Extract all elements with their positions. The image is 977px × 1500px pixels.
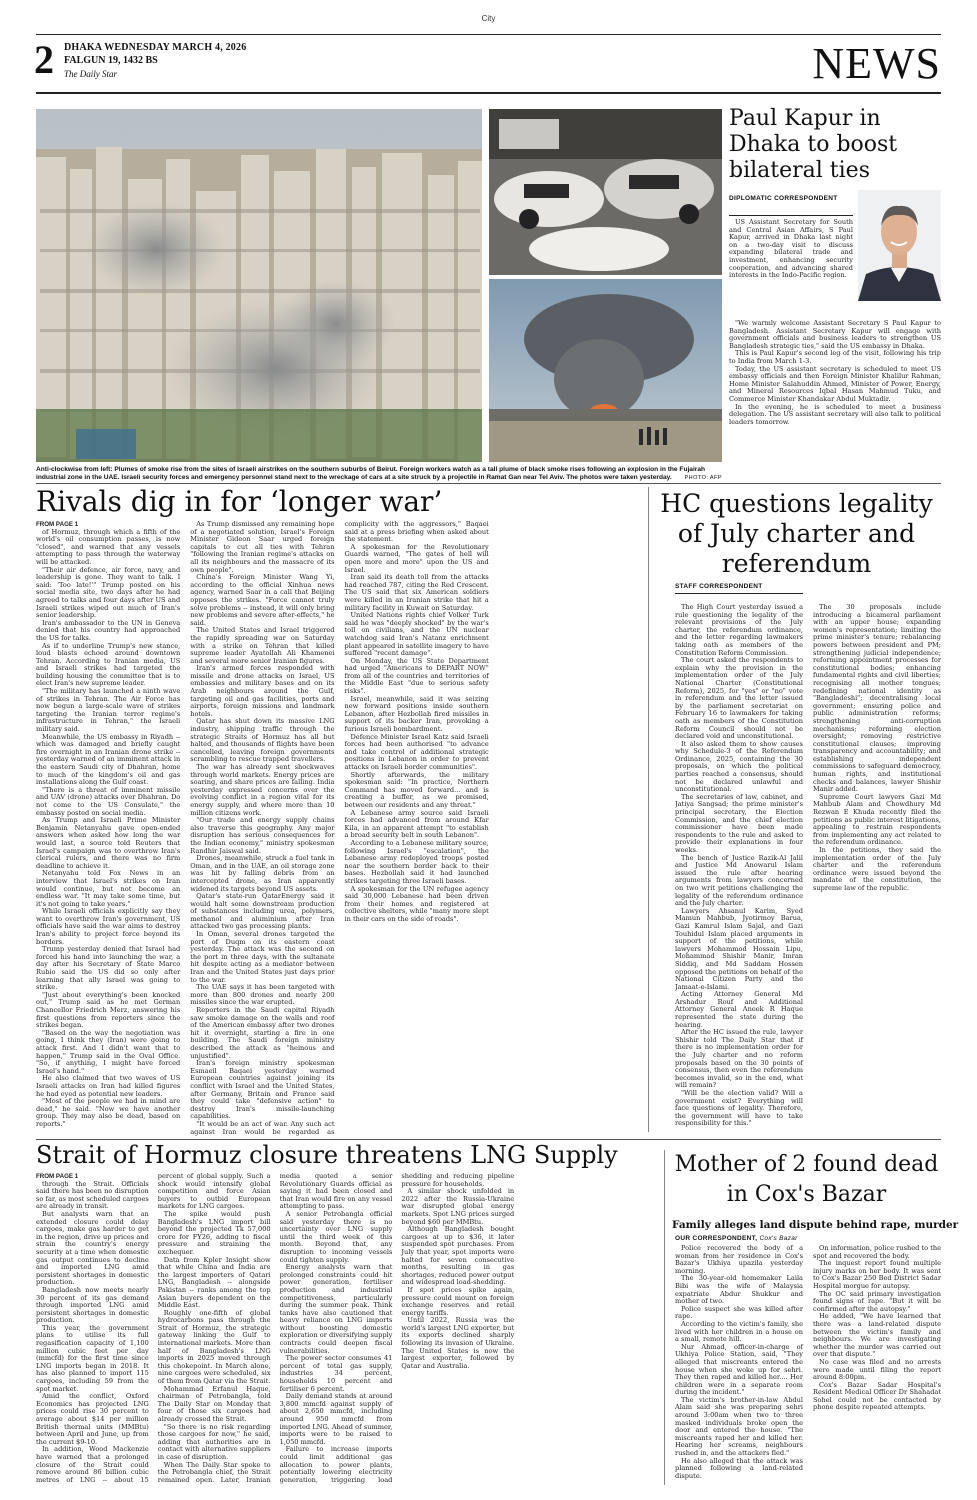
- coxs-paragraph: The OC said primary investigation found signs of rape. "But it will be confirmed after the autopsy.": [813, 1289, 941, 1313]
- kapur-body: [729, 320, 941, 470]
- rivals-paragraph: As if to underline Trump's new stance, loud blasts echoed around downtown Tehran. According to Iranian media, US and Israeli strikes had targeted the building housing the committee that is to elect Iran's new supreme leader.: [36, 641, 181, 688]
- kapur-paragraph: "We warmly welcome Assistant Secretary S Paul Kapur to Bangladesh. Assistant Secretary Kapur will engage with government officials and business leaders to strengthen US Bangladesh strategic ties," said the US embassy in Dhaka.: [729, 320, 941, 350]
- rivals-paragraph: Iran said its death toll from the attacks had reached 787, citing the Red Crescent. The US said that six American soldiers were killed in an Iranian strike that hit a military facility in Kuwait on Saturday.: [344, 573, 489, 612]
- hormuz-paragraph: Daily demand stands at around 3,800 mmcfd against supply of about 2,650 mmcfd, including around 950 mmcfd from imported LNG. Ahead of summer, imports were to be raised to 1,050 mmcfd.: [279, 1392, 393, 1446]
- coxs-paragraph: The victim's brother-in-law Abdul Alam said she was preparing sehri around 3:00am when two to three masked individuals broke open the door and entered the house. "The miscreants raped her and killed her. Hearing her screams, neighbours rushed in, and the attackers fled.": [675, 1395, 803, 1458]
- hc-paragraph: The High Court yesterday issued a rule questioning the legality of the relevant provisions of the July charter, the referendum ordinance, and the letter regarding lawmakers taking oath as members of the Constitution Reform Commission.: [675, 604, 803, 657]
- page-number: 2: [34, 37, 54, 82]
- coxs-paragraph: The 30-year-old homemaker Laila Bibi was the wife of Malaysia expatriate Abdur Shukkur and mother of two.: [675, 1274, 803, 1306]
- rivals-paragraph: "The military has launched a ninth wave of strikes in Tehran. The Air Force has now begun a large-scale wave of strikes targeting the Iranian terror regime's infrastructure in Tehran," the Israeli military said.: [36, 687, 181, 734]
- kapur-paragraph: This is Paul Kapur's second leg of the visit, following his trip to India from March 1-3.: [729, 349, 941, 365]
- rivals-paragraph: "It would be an act of war. Any such act against Iran would be regarded as complicity with the aggressors," Baqaei said at a press briefing when asked about the statement.: [190, 521, 489, 1136]
- hormuz-paragraph: A similar shock unfolded in 2022 after the Russia-Ukraine war disrupted global energy markets. Spot LNG prices surged beyond $60 per MMBtu.: [401, 1187, 515, 1226]
- rivals-paragraph: As Trump and Israeli Prime Minister Benjamin Netanyahu gave open-ended answers when asked how long the war would last, a source told Reuters that Israel's campaign was to overthrow Iran's clerical rulers, and there was no firm deadline to achieve it.: [36, 816, 181, 870]
- rivals-paragraph: According to a Lebanese military source, following Israel's "escalation", the Lebanese army redeployed troops posted near the southern border back to their bases. Hezbollah said it had launched strikes targeting three Israeli bases.: [344, 838, 489, 885]
- kapur-portrait: [858, 190, 941, 301]
- caption-text: Anti-clockwise from left: Plumes of smoke rise from the sites of Israeli airstrikes on the southern suburbs of Beirut. Foreign workers watch as a tall plume of black smoke rises following an explosion in the Fujairah industrial zone in the UAE. Israeli security forces and emergency personnel stand next to the wreckage of cars at a site struck by a projectile in Ramat Gan near Tel Aviv. The photos were taken yesterday.: [36, 466, 706, 482]
- coxs-paragraph: Nur Ahmad, officer-in-charge of Ukhiya Police Station, said, "They alleged that miscreants entered the house when she woke up for sehri. They then raped and killed her.... Her children were in a separate room during the incident.": [675, 1342, 803, 1397]
- rivals-paragraph: Trump yesterday denied that Israel had forced his hand into launching the war, a day after his Secretary of State Marco Rubio said the US did so only after learning that ally Israel was going to strike.: [36, 945, 181, 992]
- hormuz-paragraph: Until 2022, Russia was the world's largest LNG exporter, but its exports declined sharply following its invasion of Ukraine. The United States is now the largest exporter, followed by Qatar and Australia.: [401, 1316, 515, 1370]
- rivals-paragraph: "There is a threat of imminent missile and UAV (drone) attacks over Dhahran. Do not come to the US Consulate," the embassy posted on social media.: [36, 785, 181, 817]
- hc-paragraph: Lawyers Ahsanul Karim, Syed Mamun Mahbub, Jyotirmoy Barua, Gazi Kamrul Islam Sajal, and Gazi Touhidul Islam placed arguments in support of the petitions, while lawyers Mohammod Hossain Lipu, Mohammad Shishir Manir, Imran Siddiq, and Md Saddam Hossen opposed the petitions on behalf of the National Citizen Party and the Jamaat-e-Islami.: [675, 906, 803, 991]
- paper-name: The Daily Star: [64, 69, 117, 79]
- rivals-body: [36, 521, 643, 1137]
- cars-photo: [489, 109, 722, 275]
- rivals-paragraph: A spokesman for the Revolutionary Guards warned, "The gates of hell will open more and more" upon the US and Israel.: [344, 542, 489, 574]
- hormuz-paragraph: through the Strait. Officials said there has been no disruption so far, as most scheduled cargoes are already in transit.: [36, 1179, 149, 1211]
- section-title: NEWS: [812, 39, 941, 88]
- cars-image: [489, 109, 722, 275]
- coxs-paragraph: No case was filed and no arrests were made until filing the report around 8:00pm.: [813, 1357, 941, 1382]
- rivals-paragraph: Defence Minister Israel Katz said Israeli forces had been authorised "to advance and take control of additional strategic positions in Lebanon in order to prevent attacks on Israeli border communities".: [344, 732, 489, 771]
- hormuz-paragraph: This year, the government plans to utilise its full regasification capacity of 1,100 million cubic feet per day (mmcfd) for the first time since LNG imports began in 2018. It has also planned to import 115 cargoes, including 59 from the spot market.: [36, 1323, 149, 1393]
- rivals-paragraph: China's Foreign Minister Wang Yi, according to the official Xinhua news agency, warned Saar in a call that Beijing opposes the strikes. "Force cannot truly solve problems -- instead, it will only bring new problems and severe after-effects," he said.: [190, 573, 335, 627]
- rivals-paragraph: A spokesman for the UN refugee agency said 30,000 Lebanese had been driven from their homes and registered at collective shelters, while "many more slept in their cars on the side of roads".: [344, 884, 489, 923]
- rivals-paragraph: Qatar's state-run QatarEnergy said it would halt some downstream production of substances including urea, polymers, methanol and aluminium after Iran attacked two gas processing plants.: [190, 892, 335, 931]
- rivals-headline: Rivals dig in for ‘longer war’: [36, 485, 443, 518]
- rivals-paragraph: The war has already sent shockwaves through world markets. Energy prices are soaring, and share prices are falling. India yesterday expressed concerns over the evolving conflict in a region vital for its energy supply, and where more than 10 million citizens work.: [190, 763, 335, 817]
- coxs-byline-place: Cox's Bazar: [759, 1235, 798, 1242]
- hormuz-paragraph: In addition, Wood Mackenzie have warned that a prolonged closure of the Strait could remove around 86 billion cubic metres of LNG -- about 15 percent of global supply. Such a shock would intensify global competition and force Asian buyers to outbid European markets for LNG cargoes.: [36, 1173, 271, 1484]
- hc-paragraph: Acting Attorney General Md Arshadur Rouf and Additional Attorney General Aneek R Haque represented the state during the hearing.: [675, 990, 803, 1029]
- hc-paragraph: Supreme Court lawyers Gazi Md Mahbub Alam and Chowdhury Md Rezwan E Khuda recently filed the petitions as public interest litigations, appealing to restrain respondents from implementing any act related to the referendum ordinance.: [813, 792, 941, 847]
- coxs-headline: Mother of 2 found dead in Cox's Bazar: [674, 1152, 939, 1207]
- masthead-bottom-rule: [36, 92, 941, 94]
- hormuz-paragraph: When The Daily Star spoke to the Petrobangla chief, the Strait remained open. Later, Iranian media quoted a senior Revolutionary Guards official as saying it had been closed and that Iran would fire on any vessel attempting to pass.: [157, 1173, 393, 1484]
- rivals-paragraph: While Israeli officials explicitly say they want to overthrow Iran's government, US officials have said the war aims to destroy Iran's ability to project force beyond its borders.: [36, 907, 181, 946]
- hormuz-from-page: FROM PAGE 1: [36, 1173, 79, 1180]
- rivals-paragraph: A Lebanese army source said Israeli forces had advanced from around Kfar Kila, in an apparent attempt "to establish a broad security belt in south Lebanon".: [344, 808, 489, 840]
- hormuz-paragraph: Data from Kpler Insight show that while China and India are the largest importers of Qatari LNG, Bangladesh -- alongside Pakistan -- ranks among the top Asian buyers dependent on the Middle East.: [157, 1255, 271, 1310]
- kapur-byline-rule: [729, 215, 853, 216]
- rivals-paragraph: In Oman, several drones targeted the port of Duqm on its eastern coast yesterday. The attack was the second on the port in three days, with the sultanate hit despite acting as a mediator between Iran and the United States just days prior to the war.: [190, 930, 335, 984]
- beirut-photo: [36, 109, 482, 462]
- rivals-paragraph: Qatar has shut down its massive LNG industry, shipping traffic through the strategic Straits of Hormuz has all but halted, and thousands of flights have been cancelled, leaving foreign governments scrambling to rescue trapped travellers.: [190, 717, 335, 764]
- coxs-subheadline: Family alleges land dispute behind rape, murder: [672, 1219, 959, 1231]
- hormuz-paragraph: Amid the conflict, Oxford Economics has projected LNG prices could rise 30 percent to average about $14 per million British thermal units (MMBtu) between April and June, up from the current $9-10.: [36, 1392, 149, 1446]
- rivals-paragraph: He also claimed that two waves of US Israeli attacks on Iran had killed figures he had eyed as potential new leaders.: [36, 1074, 181, 1098]
- fujairah-photo: [489, 279, 722, 462]
- hormuz-paragraph: The spike would push Bangladesh's LNG import bill beyond the projected Tk 57,000 crore for FY26, adding to fiscal pressure and straining the exchequer.: [157, 1209, 271, 1256]
- hc-byline: STAFF CORRESPONDENT: [675, 583, 763, 590]
- hormuz-paragraph: Mohammad Erfanul Haque, chairman of Petrobangla, told The Daily Star on Monday that four of those six cargoes had already crossed the Strait.: [157, 1384, 271, 1423]
- rivals-paragraph: Reporters in the Saudi capital Riyadh saw smoke damage on the walls and roof of the American embassy after two drones hit it overnight, starting a fire in one building. The Saudi foreign ministry described the attack as "heinous and unjustified".: [190, 1006, 335, 1060]
- hc-headline: HC questions legality of July charter and referendum: [660, 489, 933, 578]
- hc-paragraph: In the petitions, they said the implementation order of the July charter and the referendum ordinance were issued beyond the mandate of the constitution, the supreme law of the republic.: [813, 846, 941, 892]
- rivals-paragraph: Meanwhile, the US embassy in Riyadh -- which was damaged and briefly caught fire overnight in an Iranian drone strike -- yesterday warned of an imminent attack in the eastern Saudi city of Dhahran, home to much of the kingdom's oil and gas installations along the Gulf coast.: [36, 732, 181, 787]
- masthead-top-rule: [36, 34, 941, 35]
- rivals-paragraph: "Based on the way the negotiation was going, I think they (Iran) were going to attack first. And I didn't want that to happen," Trump said in the Oval Office. "So, if anything, I might have forced Israel's hand.": [36, 1028, 181, 1075]
- hormuz-paragraph: Roughly one-fifth of global hydrocarbons pass through the Strait of Hormuz, the strategic gateway linking the Gulf to international markets. More than half of Bangladesh's LNG imports in 2025 moved through this chokepoint. In March alone, nine cargoes were scheduled, six of them from Qatar via the Strait.: [157, 1308, 271, 1386]
- hc-paragraph: The 30 proposals include introducing a bicameral parliament with an upper house; expanding women's representation; limiting the prime minister's tenure; rebalancing powers between president and PM; strengthening judicial independence; reforming appointment processes for constitutional bodies; enhancing fundamental rights and civil liberties; recognising all mother tongues; redefining national identity as "Bangladeshi"; decentralising local government; ensuring police and public administration reforms; strengthening anti-corruption mechanisms; reforming election oversight; removing restrictive constitutional clauses; improving transparency and accountability; and establishing independent commissions to safeguard democracy, human rights, and institutional checks and balances, lawyer Shishir Manir added.: [813, 604, 941, 794]
- hormuz-paragraph: But analysts warn that an extended closure could delay cargoes, make gas harder to get in the region, drive up prices and strain the country's energy security at a time when domestic gas output continues to decline and imported LNG amid persistent shortages in domestic production.: [36, 1209, 149, 1287]
- rivals-paragraph: Shortly afterwards, the military spokesman said: "In practice, Northern Command has moved forward... and is creating a buffer, as we promised, between our residents and any threat.": [344, 770, 489, 809]
- rivals-paragraph: As Trump dismissed any remaining hope of a negotiated solution, Israel's Foreign Minister Gideon Saar urged foreign capitals to cut all ties with Tehran "following the Iranian regime's attacks on all its neighbours and the massacre of its own people".: [190, 521, 335, 574]
- section-tag: City: [481, 14, 496, 23]
- coxs-paragraph: He also alleged that the attack was planned following a land-related dispute.: [675, 1456, 803, 1480]
- hc-paragraph: After the HC issued the rule, lawyer Shishir told The Daily Star that if there is no implementation order for the July charter and no reform proposals based on the 30 points of consensus, then even the referendum becomes invalid, so in the end, what will remain?: [675, 1028, 803, 1090]
- hormuz-paragraph: A senior Petrobangla official said yesterday there is no uncertainty over LNG supply until the third week of this month. Beyond that, any disruption to incoming vessels could tighten supply.: [279, 1209, 393, 1264]
- photo-credit: PHOTO: AFP: [684, 475, 722, 482]
- rivals-paragraph: Netanyahu told Fox News in an interview that Israel's strikes on Iran would continue, but not become an endless war. "It may take some time, but it's not going to take years.": [36, 869, 181, 908]
- hormuz-paragraph: "So there is no risk regarding those cargoes for now," he said, adding that authorities are in contact with alternative suppliers in case of disruption.: [157, 1422, 271, 1461]
- rivals-paragraph: Drones, meanwhile, struck a fuel tank in Oman, and in the UAE, an oil storage zone was hit by falling debris from an intercepted drone, as Iran apparently widened its targets beyond US assets.: [190, 854, 335, 893]
- kapur-byline: DIPLOMATIC CORRESPONDENT: [729, 195, 838, 202]
- coxs-paragraph: He added, "We have learned that there was a land-related dispute between the victim's family and neighbours. We are investigating whether the murder was carried out over that dispute.": [813, 1312, 941, 1359]
- hormuz-paragraph: Bangladesh now meets nearly 30 percent of its gas demand through imported LNG amid persistent shortages in domestic production.: [36, 1285, 149, 1325]
- beirut-image: [36, 109, 482, 462]
- coxs-paragraph: The inquest report found multiple injury marks on her body. It was sent to Cox's Bazar 250 Bed District Sadar Hospital morgue for autopsy.: [813, 1259, 941, 1290]
- hormuz-paragraph: Failure to increase imports could limit additional gas allocation to power plants, potentially lowering electricity generation, triggering load shedding and reducing pipeline pressure for households.: [279, 1173, 515, 1484]
- hc-byline-rule: [675, 593, 803, 594]
- coxs-paragraph: On information, police rushed to the spot and recovered the body.: [813, 1245, 941, 1260]
- hc-paragraph: The court asked the respondents to explain why the provision in the implementation order of the July National Charter (Constitutional Reform), 2025, for "yes" or "no" vote in referendum and the letter issued by the parliament secretariat on February 16 to lawmakers for taking oath as members of the Constitution Reform Council should not be declared void and unconstitutional.: [675, 656, 803, 741]
- coxs-byline-name: OUR CORRESPONDENT,: [675, 1235, 758, 1242]
- hormuz-paragraph: Although Bangladesh bought cargoes at up to $36, it later suspended spot purchases. From July that year, spot imports were halted for seven consecutive months, resulting in gas shortages, reduced power output and widespread load-shedding.: [401, 1225, 515, 1287]
- hc-paragraph: The secretaries of law, cabinet, and Jatiya Sangsad; the prime minister's principal secretary, the Election Commission, and the chief election commissioner have been made respondents to the rule and asked to provide their explanations in four weeks.: [675, 792, 803, 854]
- rivals-paragraph: Iran's foreign ministry spokesman Esmaeil Baqaei yesterday warned European countries against joining its conflict with Israel and the United States, after Germany, Britain and France said they could take "defensive action" to destroy Iran's missile-launching capabilities.: [190, 1059, 335, 1121]
- hormuz-headline: Strait of Hormuz closure threatens LNG Supply: [36, 1141, 618, 1169]
- rivals-paragraph: United Nations rights chief Volker Turk said he was "deeply shocked" by the war's toll on civilians, and the UN nuclear watchdog said Iran's Natanz enrichment plant appeared in satellite imagery to have suffered "recent damage".: [344, 611, 489, 658]
- portrait-image: [858, 190, 941, 301]
- bangla-date: FALGUN 19, 1432 BS: [64, 55, 158, 66]
- rivals-paragraph: "Their air defence, air force, navy, and leadership is gone. They want to talk. I said: 'Too late!'" Trump posted on his social media site, two days after he had agreed to talks and four days after US and Israeli strikes wiped out much of Iran's senior leadership.: [36, 565, 181, 620]
- coxs-paragraph: Police suspect she was killed after rape.: [675, 1304, 803, 1321]
- hormuz-paragraph: Energy analysts warn that prolonged constraints could hit power generation, fertiliser production and industrial competitiveness, particularly during the summer peak. Think tanks have also cautioned that heavy reliance on LNG imports without boosting domestic exploration or diversifying supply contracts could deepen fiscal vulnerabilities.: [279, 1263, 393, 1355]
- rivals-paragraph: On Monday, the US State Department had urged "Americans to DEPART NOW" from all of the countries and territories of the Middle East "due to serious safety risks".: [344, 656, 489, 696]
- kapur-headline: Paul Kapur in Dhaka to boost bilateral ties: [729, 106, 898, 183]
- rivals-paragraph: Iran's armed forces responded with missile and drone attacks on Israel, US embassies and military bases and on its Arab neighbours around the Gulf, targeting oil and gas facilities, ports and airports, foreign missions and landmark hotels.: [190, 664, 335, 718]
- hc-body: [675, 604, 941, 1134]
- rivals-paragraph: The UAE says it has been targeted with more than 800 drones and nearly 200 missiles since the war erupted.: [190, 983, 335, 1007]
- fujairah-image: [489, 279, 722, 462]
- rivals-paragraph: "Just about everything's been knocked out," Trump said as he met German Chancellor Friedrich Merz, answering his first questions from reporters since the strikes began.: [36, 990, 181, 1030]
- rivals-paragraph: Iran's ambassador to the UN in Geneva denied that his country had approached the US for talks.: [36, 618, 181, 642]
- bottom-column-divider: [664, 1150, 665, 1485]
- rivals-paragraph: of Hormuz, through which a fifth of the world's oil consumption passes, is now "closed", and warned that any vessels attempting to pass through the waterway will be attacked.: [36, 527, 181, 566]
- rivals-paragraph: The United States and Israel triggered the rapidly spreading war on Saturday with a strike on Tehran that killed supreme leader Ayatollah Ali Khamenei and several more senior Iranian figures.: [190, 626, 335, 665]
- hormuz-body: [36, 1173, 636, 1487]
- rivals-from-page: FROM PAGE 1: [36, 521, 79, 528]
- rivals-paragraph: "Most of the people we had in mind are dead," he said. "Now we have another group. They may also be dead, based on reports.": [36, 1097, 181, 1128]
- kapur-paragraph: Today, the US assistant secretary is scheduled to meet US embassy officials and then Foreign Minister Khalilur Rahman, Home Minister Salahuddin Ahmed, Minister of Power, Energy, and Mineral Resources Iqbal Hasan Mahmud Tuku, and Commerce Minister Khandakar Abdul Muktadir.: [729, 364, 941, 403]
- coxs-paragraph: Police recovered the body of a woman from her residence in Cox's Bazar's Ukhiya upazila yesterday morning.: [675, 1245, 803, 1275]
- hormuz-paragraph: The power sector consumes 41 percent of total gas supply, industries 34 percent, households 10 percent and fertiliser 6 percent.: [279, 1354, 393, 1393]
- hormuz-paragraph: If spot prices spike again, pressure could mount on foreign exchange reserves and retail energy tariffs.: [401, 1285, 515, 1317]
- kapur-paragraph: In the evening, he is scheduled to meet a business delegation. The US assistant secretary will also talk to political leaders tomorrow.: [729, 402, 941, 426]
- coxs-paragraph: According to the victim's family, she lived with her children in a house on a small, remote hill.: [675, 1319, 803, 1344]
- rivals-paragraph: Israel, meanwhile, said it was seizing new forward positions inside southern Lebanon, after Hezbollah fired missiles in support of its backer Iran, provoking a furious Israeli bombardment.: [344, 694, 489, 734]
- hc-paragraph: "Will be the election valid? Will a government exist? Everything will face questions of legality. Therefore, the government will have to take responsibility for this.": [675, 1089, 803, 1128]
- column-divider: [648, 487, 649, 1132]
- coxs-paragraph: Cox's Bazar Sadar Hospital's Resident Medical Officer Dr Shahadat Sohel could not be contacted by phone despite repeated attempts.: [813, 1380, 941, 1412]
- coxs-byline: [675, 1235, 941, 1242]
- kapur-lead: US Assistant Secretary for South and Central Asian Affairs, S Paul Kapur, arrived in Dhaka last night on a two-day visit to discuss expanding bilateral trade and investment, enhancing security cooperation, and advancing shared interests in the Indo-Pacific region.: [729, 219, 853, 280]
- dateline: DHAKA WEDNESDAY MARCH 4, 2026: [64, 42, 247, 53]
- rivals-paragraph: "Our trade and energy supply chains also traverse this geography. Any major disruption has serious consequences for the Indian economy," ministry spokesman Randhir Jaiswal said.: [190, 816, 335, 855]
- coxs-body: [675, 1245, 941, 1487]
- hc-paragraph: The bench of Justice Razik-Al Jalil and Justice Md Anowarul Islam issued the rule after hearing arguments from lawyers concerned on two writ petitions challenging the legality of the referendum ordinance and the July charter.: [675, 853, 803, 908]
- hc-paragraph: It also asked them to show causes why Schedule-3 of the Referendum Ordinance, 2025, containing the 30 proposals, on which the political parties reached a consensus, should not be declared unlawful and unconstitutional.: [675, 739, 803, 794]
